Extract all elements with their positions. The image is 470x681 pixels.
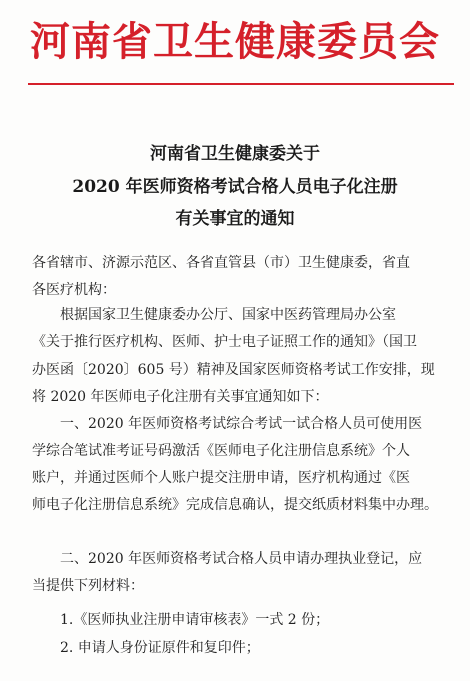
body-line: 当提供下列材料： — [32, 578, 144, 594]
notice-title-line-3: 有关事宜的通知 — [175, 209, 295, 229]
body-line: 二、2020 年医师资格考试合格人员申请办理执业登记，应 — [60, 551, 423, 567]
notice-title-line-1: 河南省卫生健康委关于 — [150, 144, 320, 164]
body-line: 账户，并通过医师个人账户提交注册申请，医疗机构通过《医 — [32, 470, 410, 486]
list-item: 2. 申请人身份证原件和复印件； — [60, 640, 260, 656]
body-line: 一、2020 年医师资格考试综合考试一试合格人员可使用医 — [60, 416, 423, 432]
body-line: 办医函〔2020〕605 号）精神及国家医师资格考试工作安排，现 — [32, 362, 435, 378]
body-line: 师电子化注册信息系统》完成信息确认，提交纸质材料集中办理。 — [32, 497, 438, 513]
notice-title-line-2: 2020 年医师资格考试合格人员电子化注册 — [72, 177, 398, 197]
body-line: 各省辖市、济源示范区、各省直管县（市）卫生健康委，省直 — [32, 255, 410, 271]
body-line: 《关于推行医疗机构、医师、护士电子证照工作的通知》（国卫 — [32, 334, 417, 350]
body-line: 根据国家卫生健康委办公厅、国家中医药管理局办公室 — [60, 307, 396, 323]
body-line: 各医疗机构： — [32, 282, 116, 298]
body-line: 将 2020 年医师电子化注册有关事宜通知如下： — [32, 389, 329, 405]
body-line: 学综合笔试准考证号码激活《医师电子化注册信息系统》个人 — [32, 443, 410, 459]
list-item: 1.《医师执业注册申请审核表》一式 2 份； — [60, 612, 330, 628]
letterhead-divider — [28, 83, 454, 85]
letterhead-title: 河南省卫生健康委员会 — [30, 19, 440, 65]
